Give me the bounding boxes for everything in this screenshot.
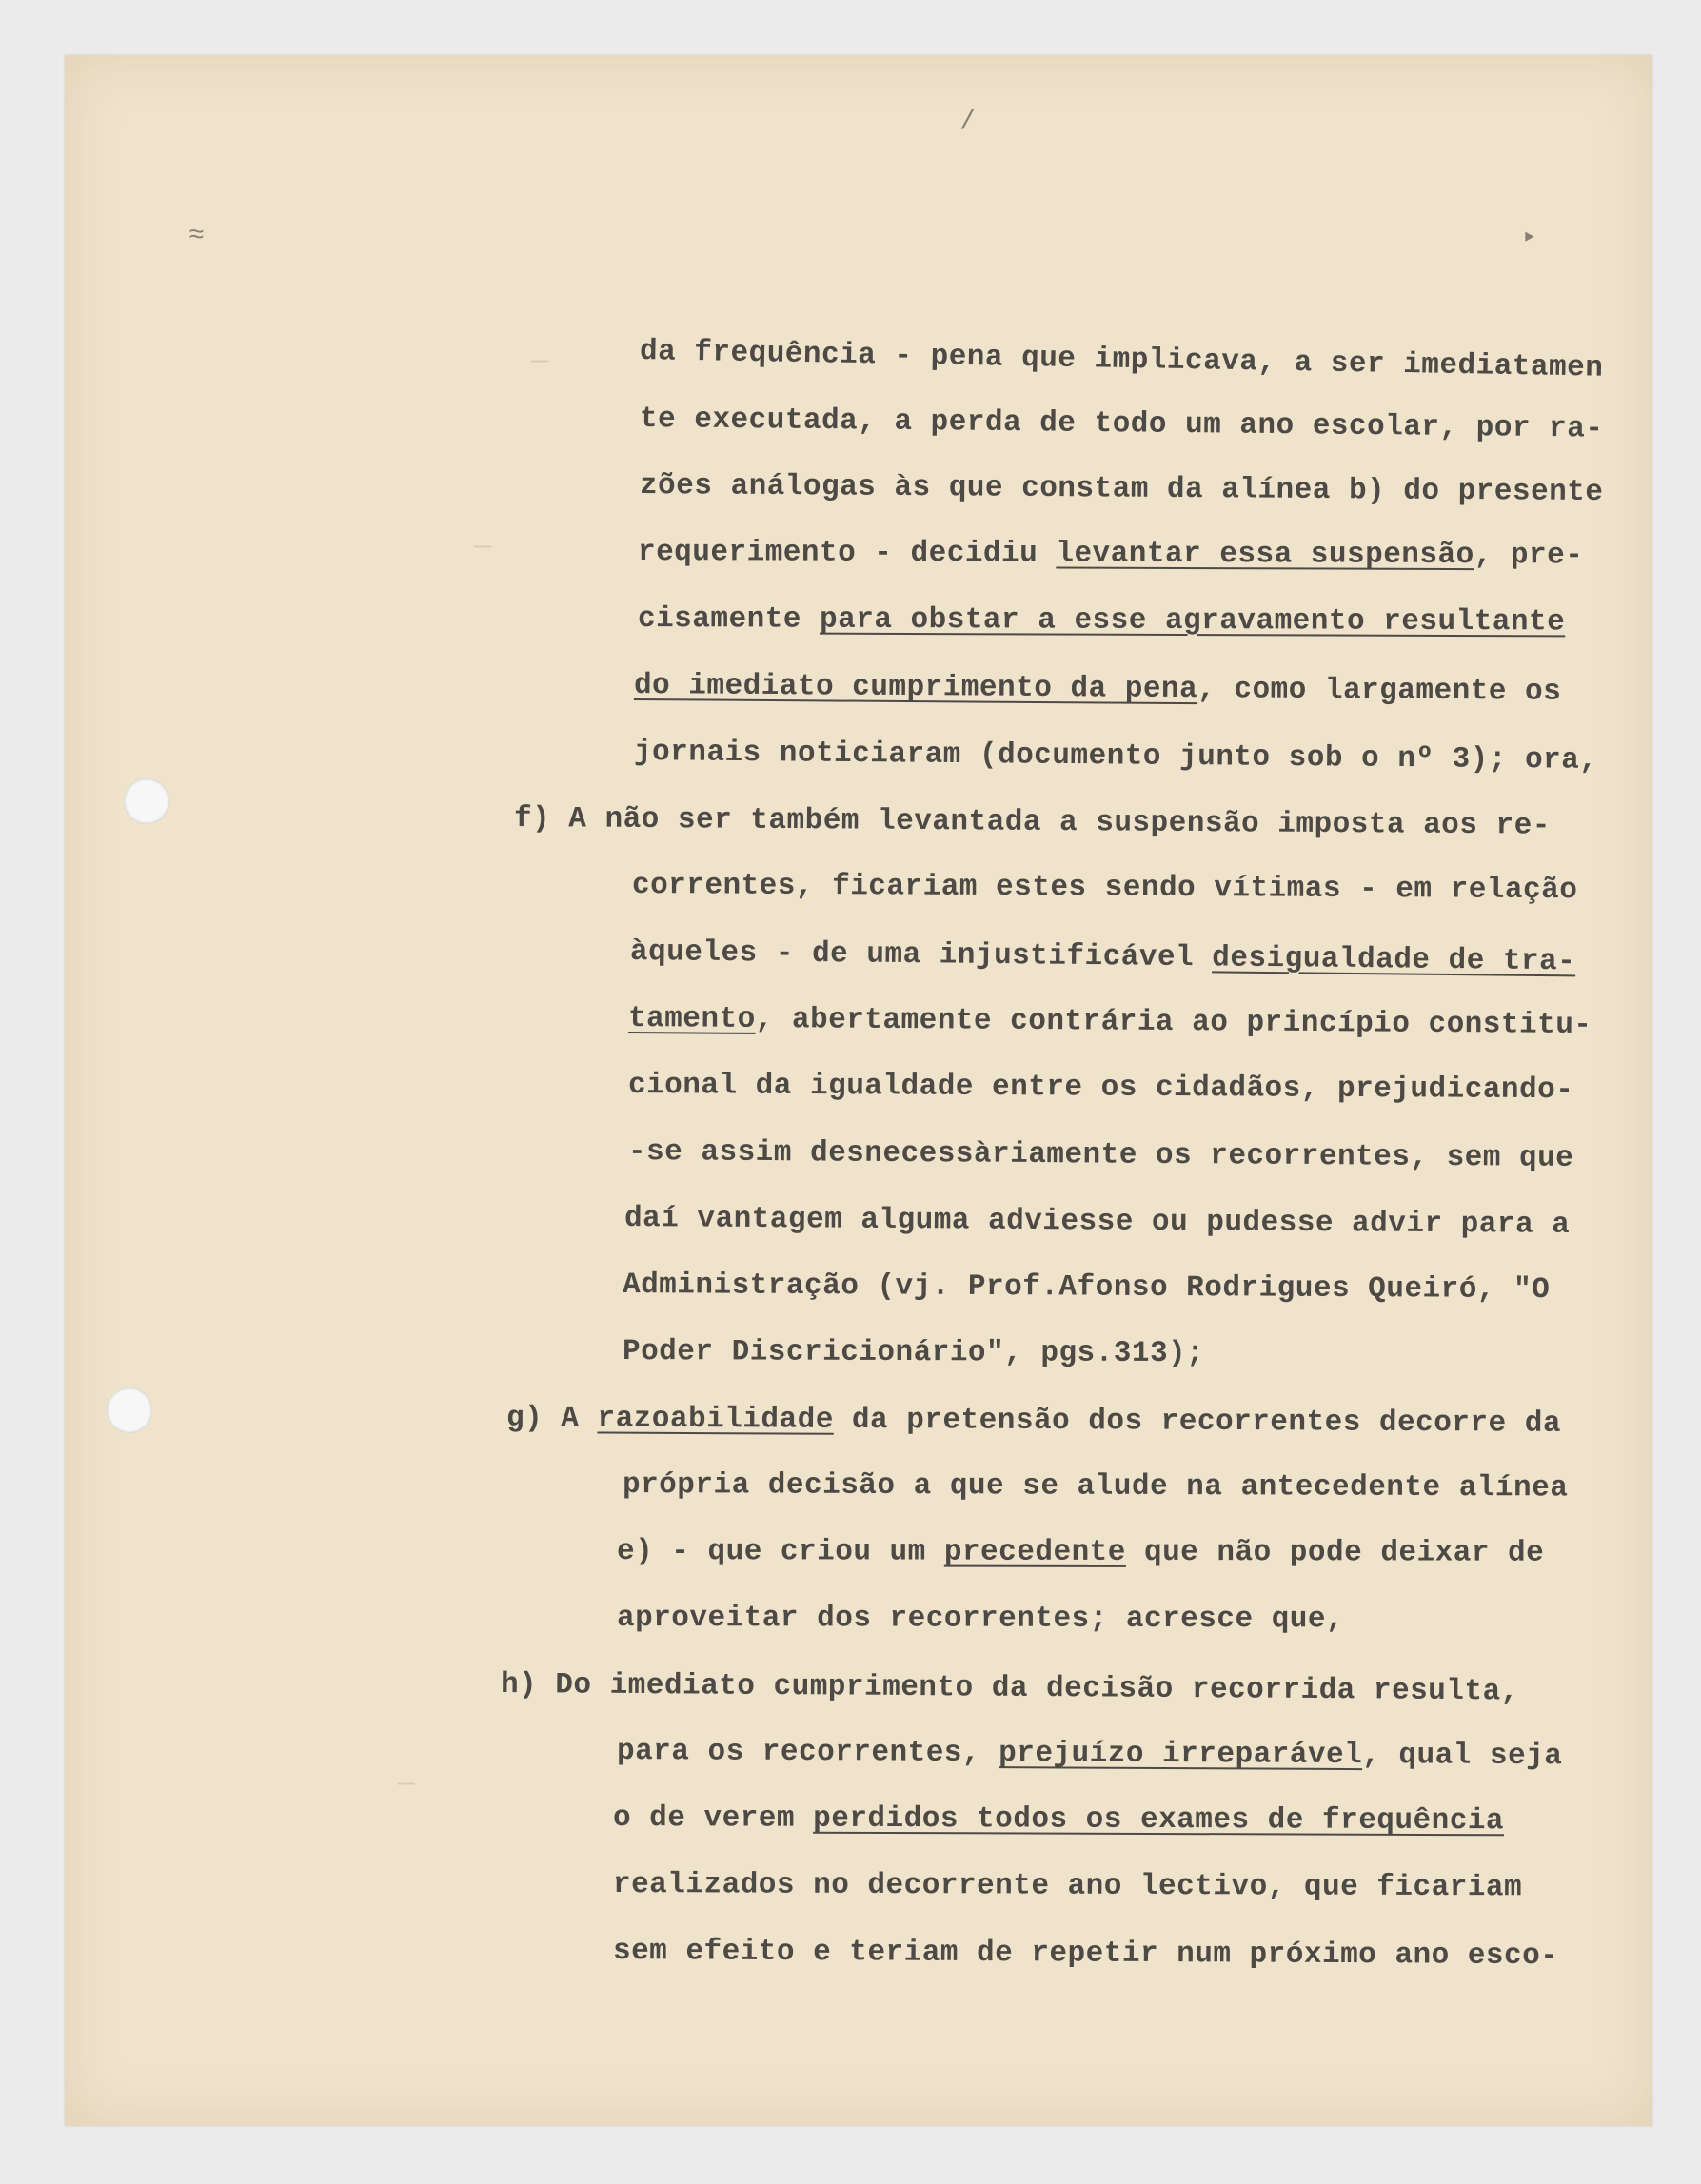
text-segment: aproveitar dos recorrentes; acresce que, (616, 1602, 1345, 1637)
text-line (617, 1602, 1344, 1636)
punch-hole-top (124, 778, 169, 824)
text-line (613, 1935, 1559, 1973)
text-segment: , como largamente os (1197, 673, 1562, 709)
text-segment: Poder Discricionário", pgs.313); (622, 1335, 1205, 1371)
text-line (613, 1801, 1504, 1838)
show-through: — (531, 345, 549, 378)
text-line (628, 1069, 1574, 1107)
punch-hole-bottom (107, 1387, 152, 1433)
text-line (623, 1468, 1568, 1505)
show-through: — (474, 531, 492, 563)
text-line (617, 1735, 1563, 1773)
text-segment: jornais noticiaram (documento junto sob o nº 3); ora, (633, 736, 1598, 777)
underlined-phrase: desigualdade de tra- (1212, 941, 1576, 979)
text-line (632, 869, 1578, 907)
text-line (628, 1135, 1574, 1175)
text-segment: -se assim desnecessàriamente os recorrentes, sem que (627, 1135, 1574, 1175)
text-segment: cional da igualdade entre os cidadãos, prejudicando- (627, 1069, 1574, 1108)
text-segment: , abertamente contrária ao princípio constitu- (755, 1002, 1592, 1043)
underlined-phrase: tamento (627, 1002, 756, 1036)
text-line (640, 469, 1604, 509)
text-line (623, 1335, 1204, 1370)
text-line (501, 1668, 1519, 1708)
text-line (617, 1535, 1544, 1570)
underlined-phrase: para obstar a esse agravamento resultante (819, 602, 1566, 639)
underlined-phrase: levantar essa suspensão (1056, 537, 1474, 573)
underlined-phrase: do imediato cumprimento da pena (633, 669, 1198, 707)
text-segment: zões análogas às que constam da alínea b) do presente (639, 469, 1604, 510)
text-segment: o de verem (612, 1801, 814, 1836)
paper-fleck: ≈ (188, 222, 205, 251)
text-line (623, 1269, 1550, 1307)
paper-fleck: ‣ (1521, 226, 1537, 255)
text-segment: Administração (vj. Prof.Afonso Rodrigues Queiró, "O (622, 1269, 1551, 1308)
text-line (638, 602, 1565, 639)
text-line (613, 1868, 1522, 1904)
underlined-phrase: precedente (943, 1535, 1126, 1569)
text-segment: f) A não ser também levantada a suspensão imposta aos re- (513, 802, 1551, 843)
text-segment: e) - que criou um (616, 1535, 944, 1569)
text-segment: da pretensão dos recorrentes decorre da (833, 1403, 1562, 1441)
text-segment: , qual seja (1362, 1739, 1563, 1774)
show-through: — (398, 1768, 416, 1800)
underlined-phrase: perdidos todos os exames de frequência (813, 1801, 1505, 1839)
text-segment: da frequência - pena que implicava, a ser imediatamen (639, 335, 1604, 385)
text-segment: , pre- (1474, 539, 1584, 573)
text-segment: te executada, a perda de todo um ano escolar, por ra- (639, 403, 1604, 446)
text-segment: sem efeito e teriam de repetir num próximo ano esco- (612, 1935, 1559, 1974)
text-segment: que não pode deixar de (1125, 1535, 1545, 1570)
text-segment: àqueles - de uma injustificável (629, 935, 1213, 975)
text-line (624, 1202, 1571, 1242)
underlined-phrase: prejuízo irreparável (999, 1737, 1363, 1773)
text-segment: realizados no decorrente ano lectivo, que ficariam (612, 1868, 1523, 1905)
text-segment: requerimento - decidiu (637, 536, 1057, 571)
text-segment: daí vantagem alguma adviesse ou pudesse advir para a (623, 1202, 1571, 1242)
text-line (634, 669, 1561, 709)
text-segment: para os recorrentes, (616, 1735, 999, 1771)
paper-fleck: / (959, 108, 976, 137)
text-segment: própria decisão a que se alude na antecedente alínea (622, 1468, 1569, 1505)
underlined-phrase: razoabilidade (597, 1402, 834, 1437)
text-line (506, 1402, 1561, 1441)
text-segment: g) A (505, 1402, 598, 1436)
text-line (638, 536, 1583, 572)
text-line (628, 1002, 1592, 1042)
text-segment: correntes, ficariam estes sendo vítimas - em relação (631, 869, 1578, 908)
text-segment: h) Do imediato cumprimento da decisão recorrida resulta, (500, 1668, 1519, 1709)
text-segment: cisamente (637, 602, 821, 637)
